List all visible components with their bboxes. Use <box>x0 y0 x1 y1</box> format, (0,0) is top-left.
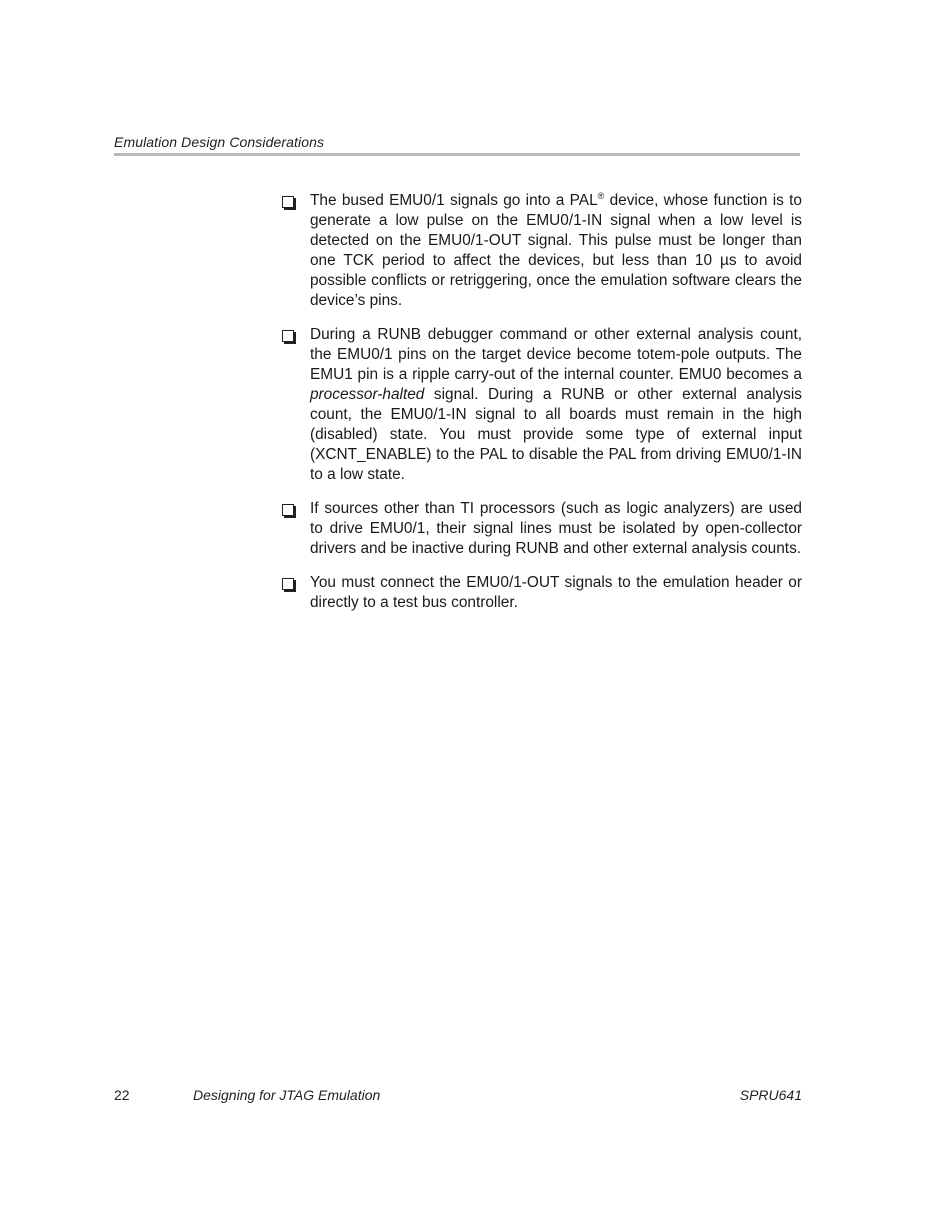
square-bullet-icon <box>282 578 294 590</box>
bullet-text: If sources other than TI processors (such as logic analyzers) are used to drive EMU0/1, their signal lines must be isolated by open-collector drivers and be inactive during RUNB and other external analysis counts. <box>310 500 802 557</box>
list-item <box>282 573 802 613</box>
bullet-text: During a RUNB debugger command or other external analysis count, the EMU0/1 pins on the target device become totem-pole outputs. The EMU1 pin is a ripple carry-out of the internal counter. EMU0 becomes a processor-halted signal. During a RUNB or other external analysis count, the EMU0/1-IN signal to all boards must remain in the high (disabled) state. You must provide some type of external input (XCNT_ENABLE) to the PAL to disable the PAL from driving EMU0/1-IN to a low state. <box>310 326 802 483</box>
square-bullet-icon <box>282 196 294 208</box>
list-item <box>282 191 802 311</box>
running-header: Emulation Design Considerations <box>114 134 325 150</box>
footer-doc-title: Designing for JTAG Emulation <box>193 1087 381 1103</box>
header-rule <box>114 153 800 156</box>
footer-doc-id: SPRU641 <box>739 1087 802 1103</box>
list-item <box>282 499 802 559</box>
registered-mark: ® <box>597 191 605 201</box>
emphasis-term: processor-halted <box>310 386 425 403</box>
square-bullet-icon <box>282 330 294 342</box>
bullet-text: The bused EMU0/1 signals go into a PAL® device, whose function is to generate a low pulse on the EMU0/1-IN signal when a low level is detected on the EMU0/1-OUT signal. This pulse must be longer than one TCK period to affect the devices, but less than 10 µs to avoid possible conflicts or retriggering, once the emulation software clears the device’s pins. <box>310 191 802 309</box>
square-bullet-icon <box>282 504 294 516</box>
bullet-list <box>282 191 802 627</box>
bullet-text: You must connect the EMU0/1-OUT signals to the emulation header or directly to a test bus controller. <box>310 574 802 611</box>
list-item <box>282 325 802 485</box>
page-number: 22 <box>114 1087 130 1103</box>
